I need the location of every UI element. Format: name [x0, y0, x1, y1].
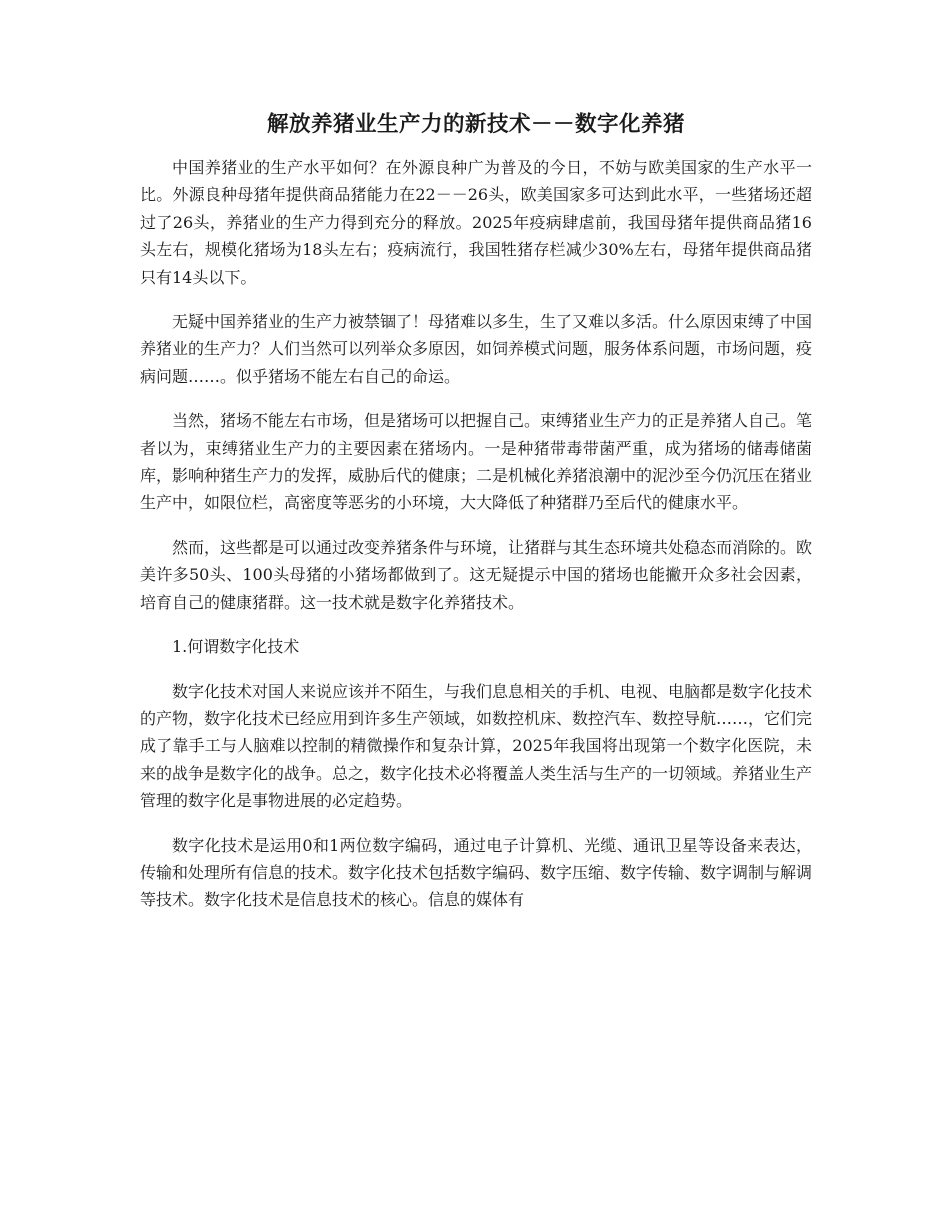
paragraph-4: 然而，这些都是可以通过改变养猪条件与环境，让猪群与其生态环境共处稳态而消除的。欧美许多50头、100头母猪的小猪场都做到了。这无疑提示中国的猪场也能撇开众多社会因素，培育自己的健康猪群。这一技术就是数字化养猪技术。	[140, 537, 813, 612]
paragraph-6: 数字化技术是运用0和1两位数字编码，通过电子计算机、光缆、通讯卫星等设备来表达，传输和处理所有信息的技术。数字化技术包括数字编码、数字压缩、数字传输、数字调制与解调等技术。数字化技术是信息技术的核心。信息的媒体有	[140, 835, 813, 910]
section-heading: 1.何谓数字化技术	[172, 637, 300, 657]
paragraph-5: 数字化技术对国人来说应该并不陌生，与我们息息相关的手机、电视、电脑都是数字化技术的产物，数字化技术已经应用到许多生产领域，如数控机床、数控汽车、数控导航……，它们完成了靠手工与人脑难以控制的精微操作和复杂计算，2025年我国将出现第一个数字化医院，未来的战争是数字化的战争。总之，数字化技术必将覆盖人类生活与生产的一切领域。养猪业生产管理的数字化是事物进展的必定趋势。	[140, 681, 813, 811]
paragraph-3: 当然，猪场不能左右市场，但是猪场可以把握自己。束缚猪业生产力的正是养猪人自己。笔者以为，束缚猪业生产力的主要因素在猪场内。一是种猪带毒带菌严重，成为猪场的储毒储菌库，影响种猪生产力的发挥，威胁后代的健康；二是机械化养猪浪潮中的泥沙至今仍沉压在猪业生产中，如限位栏，高密度等恶劣的小环境，大大降低了种猪群乃至后代的健康水平。	[140, 411, 813, 513]
paragraph-1: 中国养猪业的生产水平如何？在外源良种广为普及的今日，不妨与欧美国家的生产水平一比。外源良种母猪年提供商品猪能力在22－－26头，欧美国家多可达到此水平，一些猪场还超过了26头，养猪业的生产力得到充分的释放。2025年疫病肆虐前，我国母猪年提供商品猪16头左右，规模化猪场为18头左右；疫病流行，我国牲猪存栏减少30%左右，母猪年提供商品猪只有14头以下。	[140, 158, 812, 287]
document-page	[140, 110, 812, 931]
paragraph-2: 无疑中国养猪业的生产力被禁锢了！母猪难以多生，生了又难以多活。什么原因束缚了中国养猪业的生产力？人们当然可以列举众多原因，如饲养模式问题，服务体系问题，市场问题，疫病问题……。似乎猪场不能左右自己的命运。	[140, 312, 813, 386]
document-title: 解放养猪业生产力的新技术－－数字化养猪	[266, 112, 685, 137]
